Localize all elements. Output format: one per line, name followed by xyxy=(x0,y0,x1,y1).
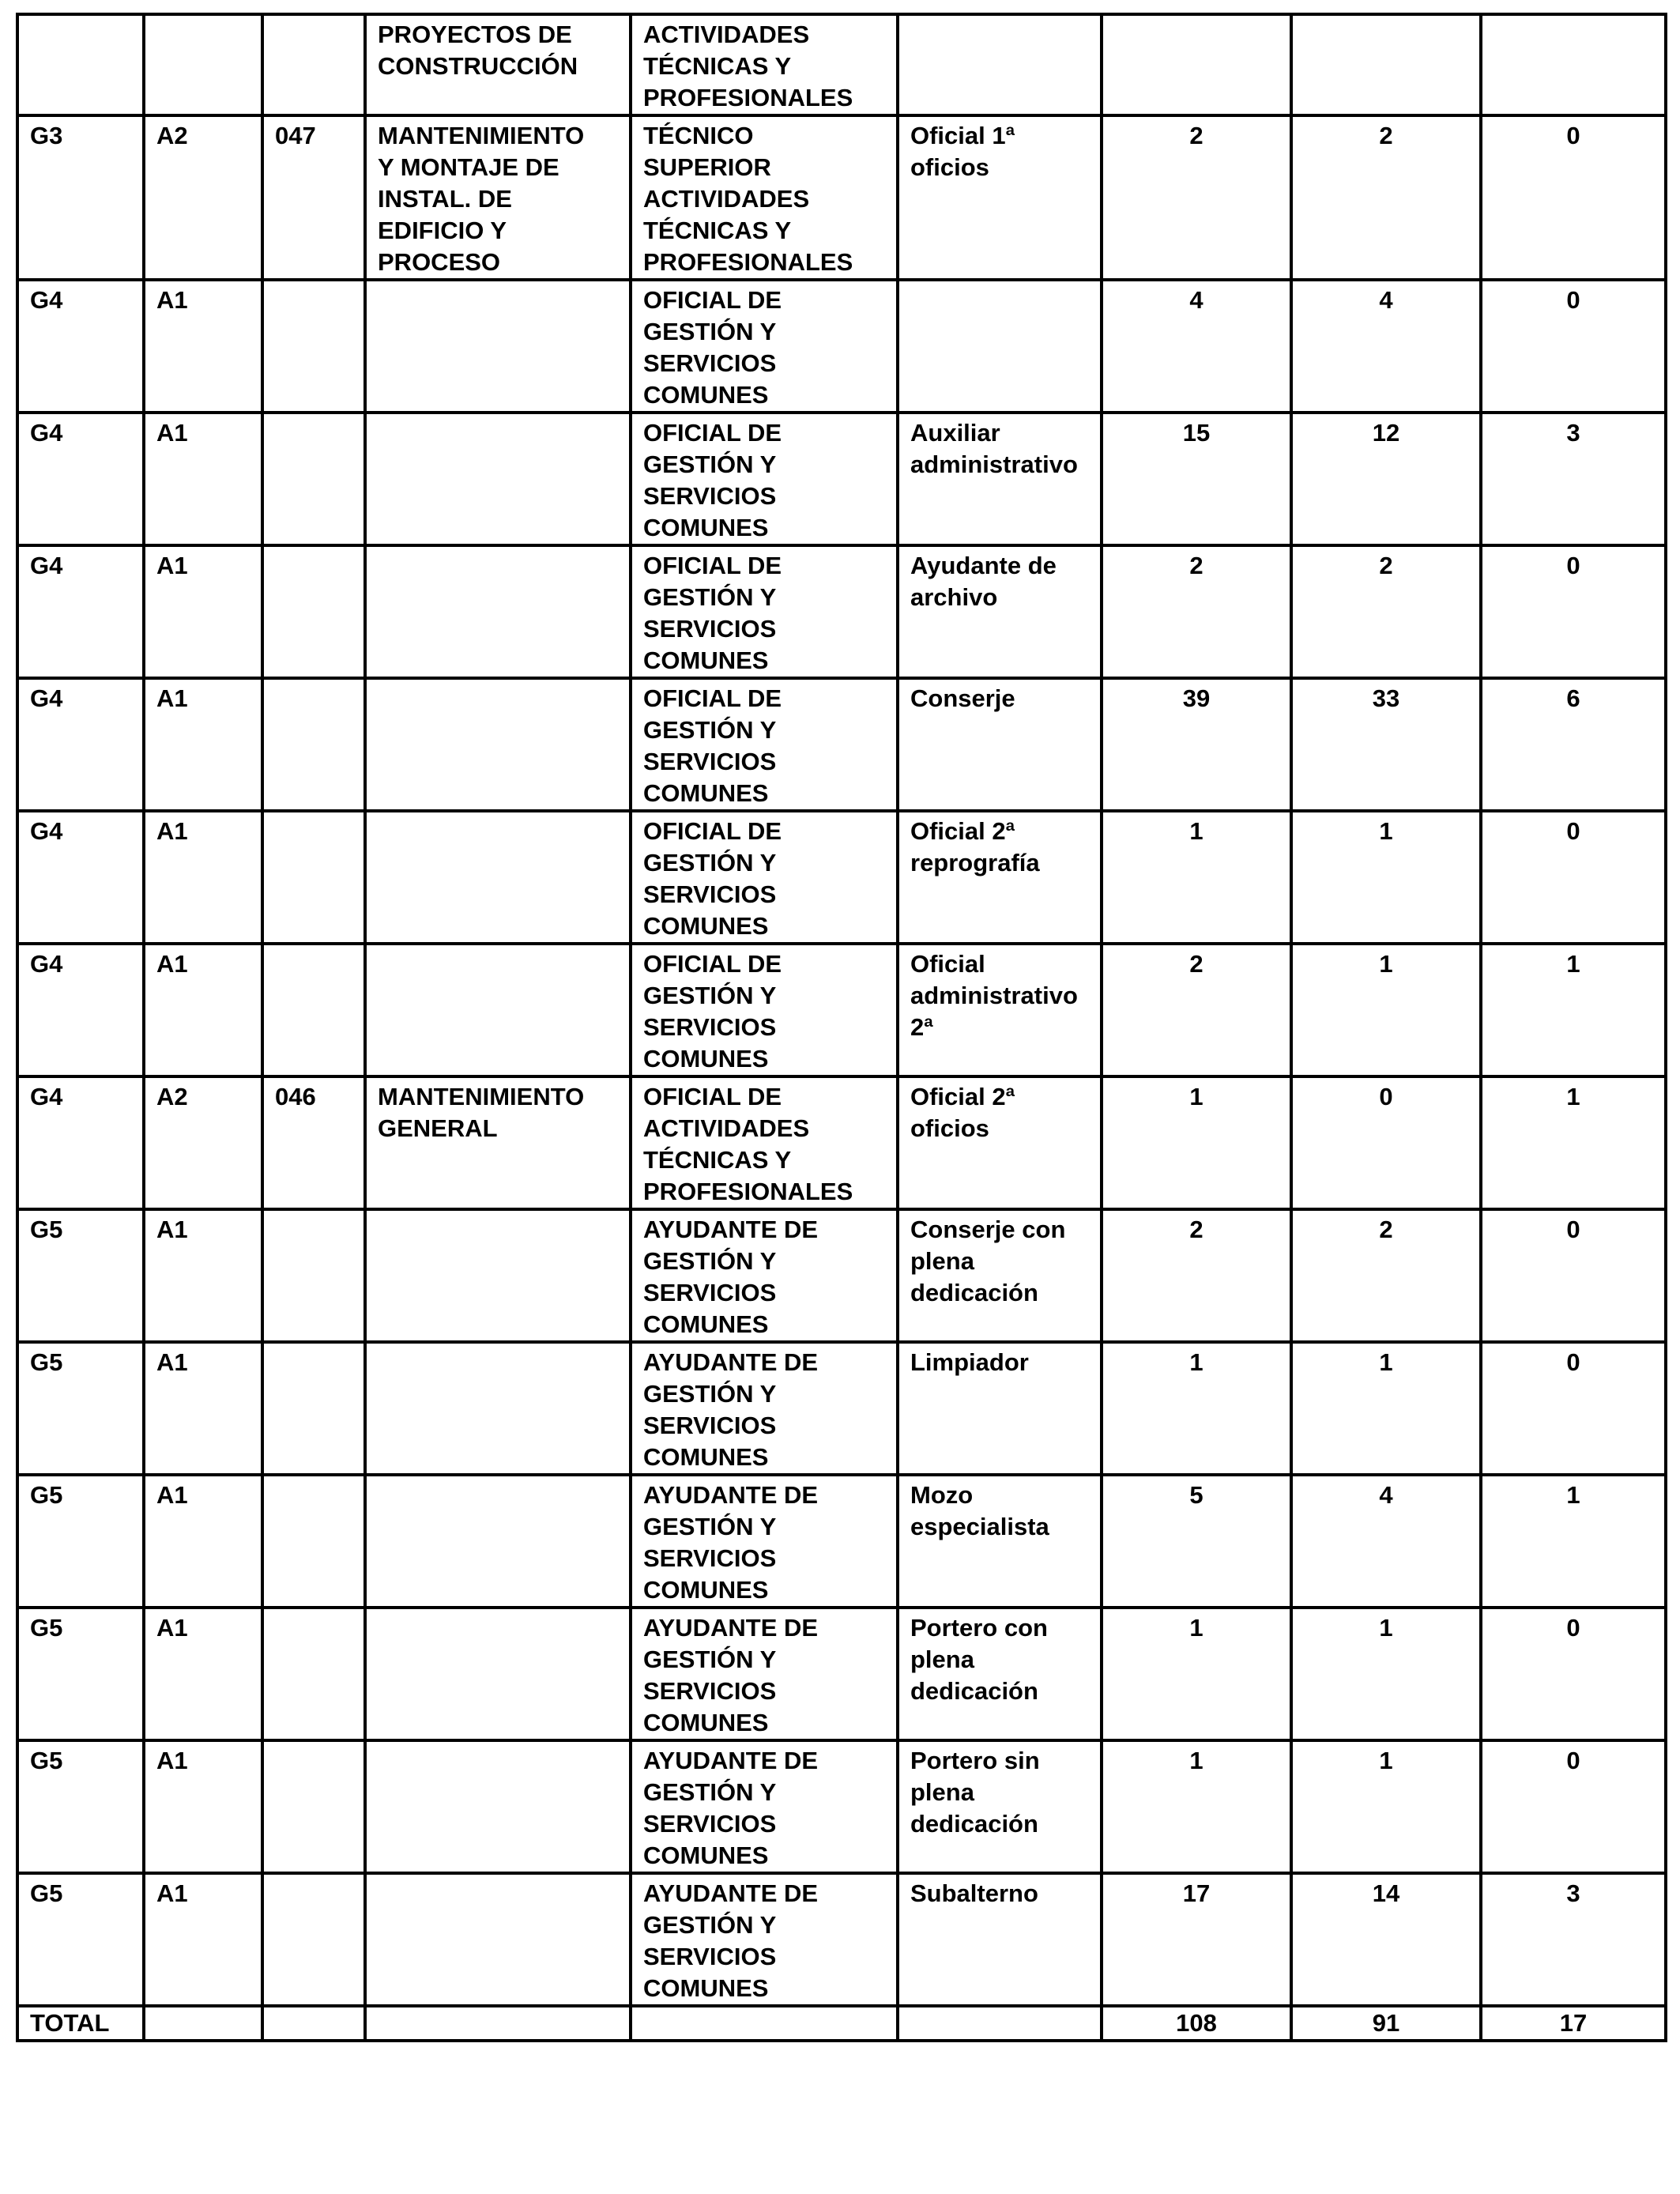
speciality-cell xyxy=(365,678,631,811)
post-cell: Subalterno xyxy=(898,1873,1102,2006)
vacant-cell: 0 xyxy=(1481,115,1666,280)
group-cell: G5 xyxy=(17,1475,144,1608)
vacant-cell: 3 xyxy=(1481,1873,1666,2006)
table-body xyxy=(17,14,1666,2041)
vacant-cell: 0 xyxy=(1481,1608,1666,1740)
group-cell: G4 xyxy=(17,413,144,545)
category-cell: OFICIAL DE GESTIÓN Y SERVICIOS COMUNES xyxy=(631,944,898,1076)
post-cell: Conserje con plena dedicación xyxy=(898,1209,1102,1342)
speciality-cell: PROYECTOS DE CONSTRUCCIÓN xyxy=(365,14,631,115)
table-row xyxy=(17,1209,1666,1342)
table-row xyxy=(17,115,1666,280)
speciality-cell xyxy=(365,1740,631,1873)
subgroup-cell: A2 xyxy=(144,115,262,280)
table-row xyxy=(17,1076,1666,1209)
post-cell xyxy=(898,14,1102,115)
total-posts-cell: 15 xyxy=(1102,413,1291,545)
speciality-cell xyxy=(365,944,631,1076)
post-cell: Portero con plena dedicación xyxy=(898,1608,1102,1740)
total-posts-cell: 2 xyxy=(1102,1209,1291,1342)
table-row xyxy=(17,1608,1666,1740)
vacant-cell: 1 xyxy=(1481,1475,1666,1608)
subgroup-cell: A1 xyxy=(144,1873,262,2006)
category-cell: OFICIAL DE GESTIÓN Y SERVICIOS COMUNES xyxy=(631,280,898,413)
table-row xyxy=(17,678,1666,811)
vacant-cell: 17 xyxy=(1481,2006,1666,2041)
subgroup-cell: A1 xyxy=(144,678,262,811)
table-row xyxy=(17,811,1666,944)
vacant-cell: 6 xyxy=(1481,678,1666,811)
subgroup-cell: A1 xyxy=(144,1342,262,1475)
subgroup-cell: A1 xyxy=(144,413,262,545)
occupied-cell: 4 xyxy=(1291,280,1481,413)
table-row xyxy=(17,1873,1666,2006)
group-cell: G4 xyxy=(17,280,144,413)
vacant-cell: 0 xyxy=(1481,1209,1666,1342)
code-cell xyxy=(262,545,365,678)
group-cell: G5 xyxy=(17,1873,144,2006)
subgroup-cell xyxy=(144,14,262,115)
code-cell xyxy=(262,2006,365,2041)
subgroup-cell: A1 xyxy=(144,1209,262,1342)
total-posts-cell: 4 xyxy=(1102,280,1291,413)
group-cell: G4 xyxy=(17,811,144,944)
group-cell: G5 xyxy=(17,1342,144,1475)
code-cell xyxy=(262,1342,365,1475)
category-cell: OFICIAL DE GESTIÓN Y SERVICIOS COMUNES xyxy=(631,678,898,811)
occupied-cell: 1 xyxy=(1291,1740,1481,1873)
total-posts-cell: 2 xyxy=(1102,944,1291,1076)
vacant-cell: 0 xyxy=(1481,280,1666,413)
category-cell: AYUDANTE DE GESTIÓN Y SERVICIOS COMUNES xyxy=(631,1740,898,1873)
group-cell: G4 xyxy=(17,944,144,1076)
vacant-cell: 1 xyxy=(1481,1076,1666,1209)
total-row xyxy=(17,2006,1666,2041)
occupied-cell: 1 xyxy=(1291,944,1481,1076)
speciality-cell xyxy=(365,1608,631,1740)
category-cell: OFICIAL DE GESTIÓN Y SERVICIOS COMUNES xyxy=(631,413,898,545)
category-cell: AYUDANTE DE GESTIÓN Y SERVICIOS COMUNES xyxy=(631,1608,898,1740)
subgroup-cell: A2 xyxy=(144,1076,262,1209)
code-cell xyxy=(262,280,365,413)
occupied-cell: 1 xyxy=(1291,1608,1481,1740)
occupied-cell: 33 xyxy=(1291,678,1481,811)
post-cell xyxy=(898,280,1102,413)
category-cell: TÉCNICO SUPERIOR ACTIVIDADES TÉCNICAS Y PROFESIONALES xyxy=(631,115,898,280)
speciality-cell: MANTENIMIENTO GENERAL xyxy=(365,1076,631,1209)
code-cell xyxy=(262,1608,365,1740)
group-cell: G5 xyxy=(17,1608,144,1740)
post-cell: Oficial administrativo 2ª xyxy=(898,944,1102,1076)
total-posts-cell: 1 xyxy=(1102,1608,1291,1740)
vacant-cell xyxy=(1481,14,1666,115)
code-cell xyxy=(262,14,365,115)
vacant-cell: 3 xyxy=(1481,413,1666,545)
table-row xyxy=(17,280,1666,413)
code-cell xyxy=(262,1209,365,1342)
table-row xyxy=(17,944,1666,1076)
occupied-cell xyxy=(1291,14,1481,115)
post-cell: Mozo especialista xyxy=(898,1475,1102,1608)
subgroup-cell: A1 xyxy=(144,944,262,1076)
occupied-cell: 14 xyxy=(1291,1873,1481,2006)
speciality-cell xyxy=(365,1475,631,1608)
vacant-cell: 0 xyxy=(1481,1740,1666,1873)
code-cell xyxy=(262,413,365,545)
post-cell: Ayudante de archivo xyxy=(898,545,1102,678)
code-cell: 046 xyxy=(262,1076,365,1209)
category-cell: AYUDANTE DE GESTIÓN Y SERVICIOS COMUNES xyxy=(631,1209,898,1342)
post-cell: Oficial 2ª reprografía xyxy=(898,811,1102,944)
occupied-cell: 1 xyxy=(1291,811,1481,944)
group-cell: G3 xyxy=(17,115,144,280)
group-cell: G4 xyxy=(17,1076,144,1209)
category-cell: OFICIAL DE ACTIVIDADES TÉCNICAS Y PROFESIONALES xyxy=(631,1076,898,1209)
occupied-cell: 2 xyxy=(1291,115,1481,280)
subgroup-cell: A1 xyxy=(144,1740,262,1873)
table-row xyxy=(17,14,1666,115)
group-cell: G4 xyxy=(17,678,144,811)
total-posts-cell xyxy=(1102,14,1291,115)
occupied-cell: 1 xyxy=(1291,1342,1481,1475)
code-cell xyxy=(262,1873,365,2006)
total-posts-cell: 1 xyxy=(1102,1342,1291,1475)
vacant-cell: 1 xyxy=(1481,944,1666,1076)
post-cell: Conserje xyxy=(898,678,1102,811)
post-cell: Limpiador xyxy=(898,1342,1102,1475)
speciality-cell xyxy=(365,2006,631,2041)
total-posts-cell: 108 xyxy=(1102,2006,1291,2041)
vacant-cell: 0 xyxy=(1481,811,1666,944)
occupied-cell: 2 xyxy=(1291,545,1481,678)
subgroup-cell: A1 xyxy=(144,545,262,678)
code-cell: 047 xyxy=(262,115,365,280)
post-cell: Auxiliar administrativo xyxy=(898,413,1102,545)
speciality-cell xyxy=(365,413,631,545)
table-row xyxy=(17,1342,1666,1475)
total-posts-cell: 1 xyxy=(1102,811,1291,944)
table-row xyxy=(17,1475,1666,1608)
total-posts-cell: 39 xyxy=(1102,678,1291,811)
subgroup-cell: A1 xyxy=(144,1475,262,1608)
vacant-cell: 0 xyxy=(1481,1342,1666,1475)
speciality-cell xyxy=(365,280,631,413)
total-posts-cell: 5 xyxy=(1102,1475,1291,1608)
category-cell: AYUDANTE DE GESTIÓN Y SERVICIOS COMUNES xyxy=(631,1475,898,1608)
vacant-cell: 0 xyxy=(1481,545,1666,678)
speciality-cell xyxy=(365,545,631,678)
subgroup-cell: A1 xyxy=(144,280,262,413)
post-cell: Portero sin plena dedicación xyxy=(898,1740,1102,1873)
total-posts-cell: 1 xyxy=(1102,1076,1291,1209)
speciality-cell xyxy=(365,811,631,944)
code-cell xyxy=(262,1475,365,1608)
subgroup-cell: A1 xyxy=(144,811,262,944)
subgroup-cell xyxy=(144,2006,262,2041)
code-cell xyxy=(262,811,365,944)
total-posts-cell: 2 xyxy=(1102,545,1291,678)
total-posts-cell: 2 xyxy=(1102,115,1291,280)
occupied-cell: 12 xyxy=(1291,413,1481,545)
category-cell xyxy=(631,2006,898,2041)
code-cell xyxy=(262,1740,365,1873)
speciality-cell xyxy=(365,1342,631,1475)
speciality-cell: MANTENIMIENTO Y MONTAJE DE INSTAL. DE EDIFICIO Y PROCESO xyxy=(365,115,631,280)
staff-table xyxy=(16,13,1667,2042)
post-cell: Oficial 2ª oficios xyxy=(898,1076,1102,1209)
occupied-cell: 4 xyxy=(1291,1475,1481,1608)
code-cell xyxy=(262,678,365,811)
group-cell: G5 xyxy=(17,1740,144,1873)
total-label: TOTAL xyxy=(17,2006,144,2041)
post-cell xyxy=(898,2006,1102,2041)
speciality-cell xyxy=(365,1209,631,1342)
post-cell: Oficial 1ª oficios xyxy=(898,115,1102,280)
speciality-cell xyxy=(365,1873,631,2006)
table-row xyxy=(17,545,1666,678)
category-cell: AYUDANTE DE GESTIÓN Y SERVICIOS COMUNES xyxy=(631,1342,898,1475)
category-cell: AYUDANTE DE GESTIÓN Y SERVICIOS COMUNES xyxy=(631,1873,898,2006)
category-cell: OFICIAL DE GESTIÓN Y SERVICIOS COMUNES xyxy=(631,811,898,944)
total-posts-cell: 1 xyxy=(1102,1740,1291,1873)
group-cell xyxy=(17,14,144,115)
total-posts-cell: 17 xyxy=(1102,1873,1291,2006)
group-cell: G5 xyxy=(17,1209,144,1342)
occupied-cell: 2 xyxy=(1291,1209,1481,1342)
occupied-cell: 91 xyxy=(1291,2006,1481,2041)
occupied-cell: 0 xyxy=(1291,1076,1481,1209)
table-row xyxy=(17,413,1666,545)
category-cell: ACTIVIDADES TÉCNICAS Y PROFESIONALES xyxy=(631,14,898,115)
subgroup-cell: A1 xyxy=(144,1608,262,1740)
group-cell: G4 xyxy=(17,545,144,678)
category-cell: OFICIAL DE GESTIÓN Y SERVICIOS COMUNES xyxy=(631,545,898,678)
code-cell xyxy=(262,944,365,1076)
table-row xyxy=(17,1740,1666,1873)
